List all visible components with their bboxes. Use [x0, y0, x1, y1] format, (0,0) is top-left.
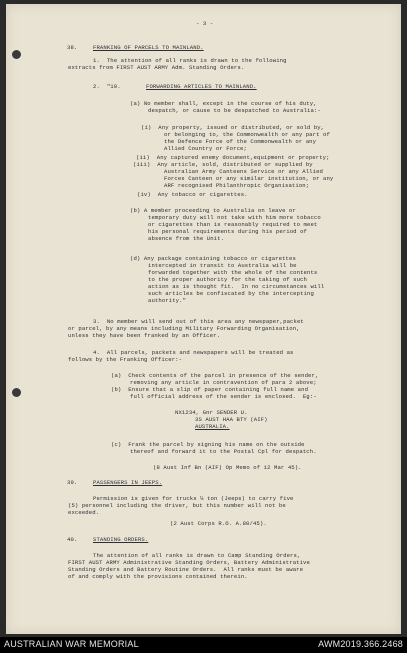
paragraph-line: despatch, or cause to be despatched to Australia:-: [148, 107, 321, 114]
paragraph-line: intercepted in transit to Australia will be: [148, 262, 297, 269]
paragraph-line: such articles be confiscated by the intercepting: [148, 290, 314, 297]
list-item: (c) Frank the parcel by signing his name on the outside: [111, 441, 305, 448]
address-line: NX1234, Gnr SENDER U.: [175, 409, 248, 416]
paragraph-line: FIRST AUST ARMY Administrative Standing Orders, Battery Administrative: [68, 559, 310, 566]
footer-bar: [0, 637, 407, 653]
list-item-line: or belonging to, the Commonwealth or any part of: [164, 131, 330, 138]
paragraph-line: absence from the Unit.: [148, 235, 225, 242]
list-item-line: Forces Canteen or any similar institution, or any: [164, 175, 334, 182]
punch-hole: [12, 388, 21, 397]
paragraph-line: 3. No member will send out of this area any newspaper,packet: [93, 318, 304, 325]
list-item: (iii) Any article, sold, distributed or supplied by: [133, 161, 313, 168]
reference: (2 Aust Corps R.O. A.80/45).: [170, 520, 267, 527]
section-number: 38.: [67, 44, 78, 51]
reference: (8 Aust Inf Bn (AIF) Op Memo of 12 Mar 45).: [153, 464, 302, 471]
paragraph-line: (a) No member shall, except in the course of his duty,: [130, 100, 317, 107]
paragraph-line: action as is thought fit. In no circumstances will: [148, 283, 325, 290]
paragraph-line: authority.": [148, 297, 187, 304]
list-item-line: thereof and forward it to the Postal Cpl for despatch.: [130, 448, 317, 455]
paragraph-lead: 2. "19.: [93, 83, 121, 90]
list-item: (a) Check contents of the parcel in presence of the sender,: [111, 372, 319, 379]
section-heading: PASSENGERS IN JEEPS.: [93, 479, 163, 486]
section-number: 39.: [67, 479, 78, 486]
paragraph-line: follows by the Franking Officer:-: [68, 356, 183, 363]
section-number: 40.: [67, 536, 78, 543]
section-heading: FRANKING OF PARCELS TO MAINLAND.: [93, 44, 204, 51]
paragraph-line: or cigarettes than is reasonably required to meet: [148, 221, 318, 228]
list-item: (i) Any property, issued or distributed, or sold by,: [141, 124, 325, 131]
paragraph-line: The attention of all ranks is drawn to Camp Standing Orders,: [93, 552, 301, 559]
paragraph-line: temporary duty will not take with him more tobacco: [148, 214, 321, 221]
list-item: (iv) Any tobacco or cigarettes.: [137, 191, 248, 198]
paragraph-line: his personal requirements during his period of: [148, 228, 308, 235]
address-line: AUSTRALIA.: [195, 423, 230, 430]
list-item: (b) Ensure that a slip of paper containing full name and: [111, 386, 309, 393]
paragraph-line: exceeded.: [68, 509, 100, 516]
list-item-line: the Defence Force of the Commonwealth or any: [164, 138, 317, 145]
address-line: 3S AUST HAA BTY (AIF): [195, 416, 268, 423]
list-item-line: removing any article in contravention of para 2 above;: [130, 379, 317, 386]
page-number: - 3 -: [196, 20, 214, 27]
section-heading: STANDING ORDERS.: [93, 536, 149, 543]
paragraph-line: (5) personnel including the driver, but this number will not be: [68, 502, 286, 509]
paragraph-line: Permission is given for trucks ¼ ton (Jeeps) to carry five: [93, 495, 294, 502]
paragraph-line: forwarded together with the whole of the contents: [148, 269, 318, 276]
paragraph-line: of and comply with the provisions contained therein.: [68, 573, 248, 580]
list-item: (ii) Any captured enemy document,equipment or property;: [136, 154, 330, 161]
footer-accession-number: AWM2019.366.2468: [318, 639, 403, 649]
paragraph-line: (d) Any package containing tobacco or cigarettes: [130, 255, 296, 262]
paragraph-line: or parcel, by any means including Military Forwarding Organisation,: [68, 325, 300, 332]
subsection-heading: FORWARDING ARTICLES TO MAINLAND.: [146, 83, 257, 90]
paragraph-line: unless they have been franked by an Officer.: [68, 332, 221, 339]
paragraph-line: (b) A member proceeding to Australia on leave or: [130, 207, 296, 214]
list-item-line: full official address of the sender is enclosed. Eg:-: [130, 393, 317, 400]
paragraph-line: 1. The attention of all ranks is drawn to the following: [93, 57, 287, 64]
punch-hole: [12, 50, 21, 59]
paragraph-line: Standing Orders and Battery Routine Orders. All ranks must be aware: [68, 566, 304, 573]
list-item-line: Allied Country or Force;: [164, 145, 247, 152]
list-item-line: Australian Army Canteens Service or any Allied: [164, 168, 324, 175]
paragraph-line: 4. All parcels, packets and newspapers will be treated as: [93, 349, 294, 356]
list-item-line: ARF recognised Philanthropic Organisation;: [164, 182, 310, 189]
paragraph-line: to the proper authority for the taking of such: [148, 276, 308, 283]
paragraph-line: extracts from FIRST AUST ARMY Adm. Standing Orders.: [68, 64, 245, 71]
footer-institution: AUSTRALIAN WAR MEMORIAL: [4, 639, 139, 649]
